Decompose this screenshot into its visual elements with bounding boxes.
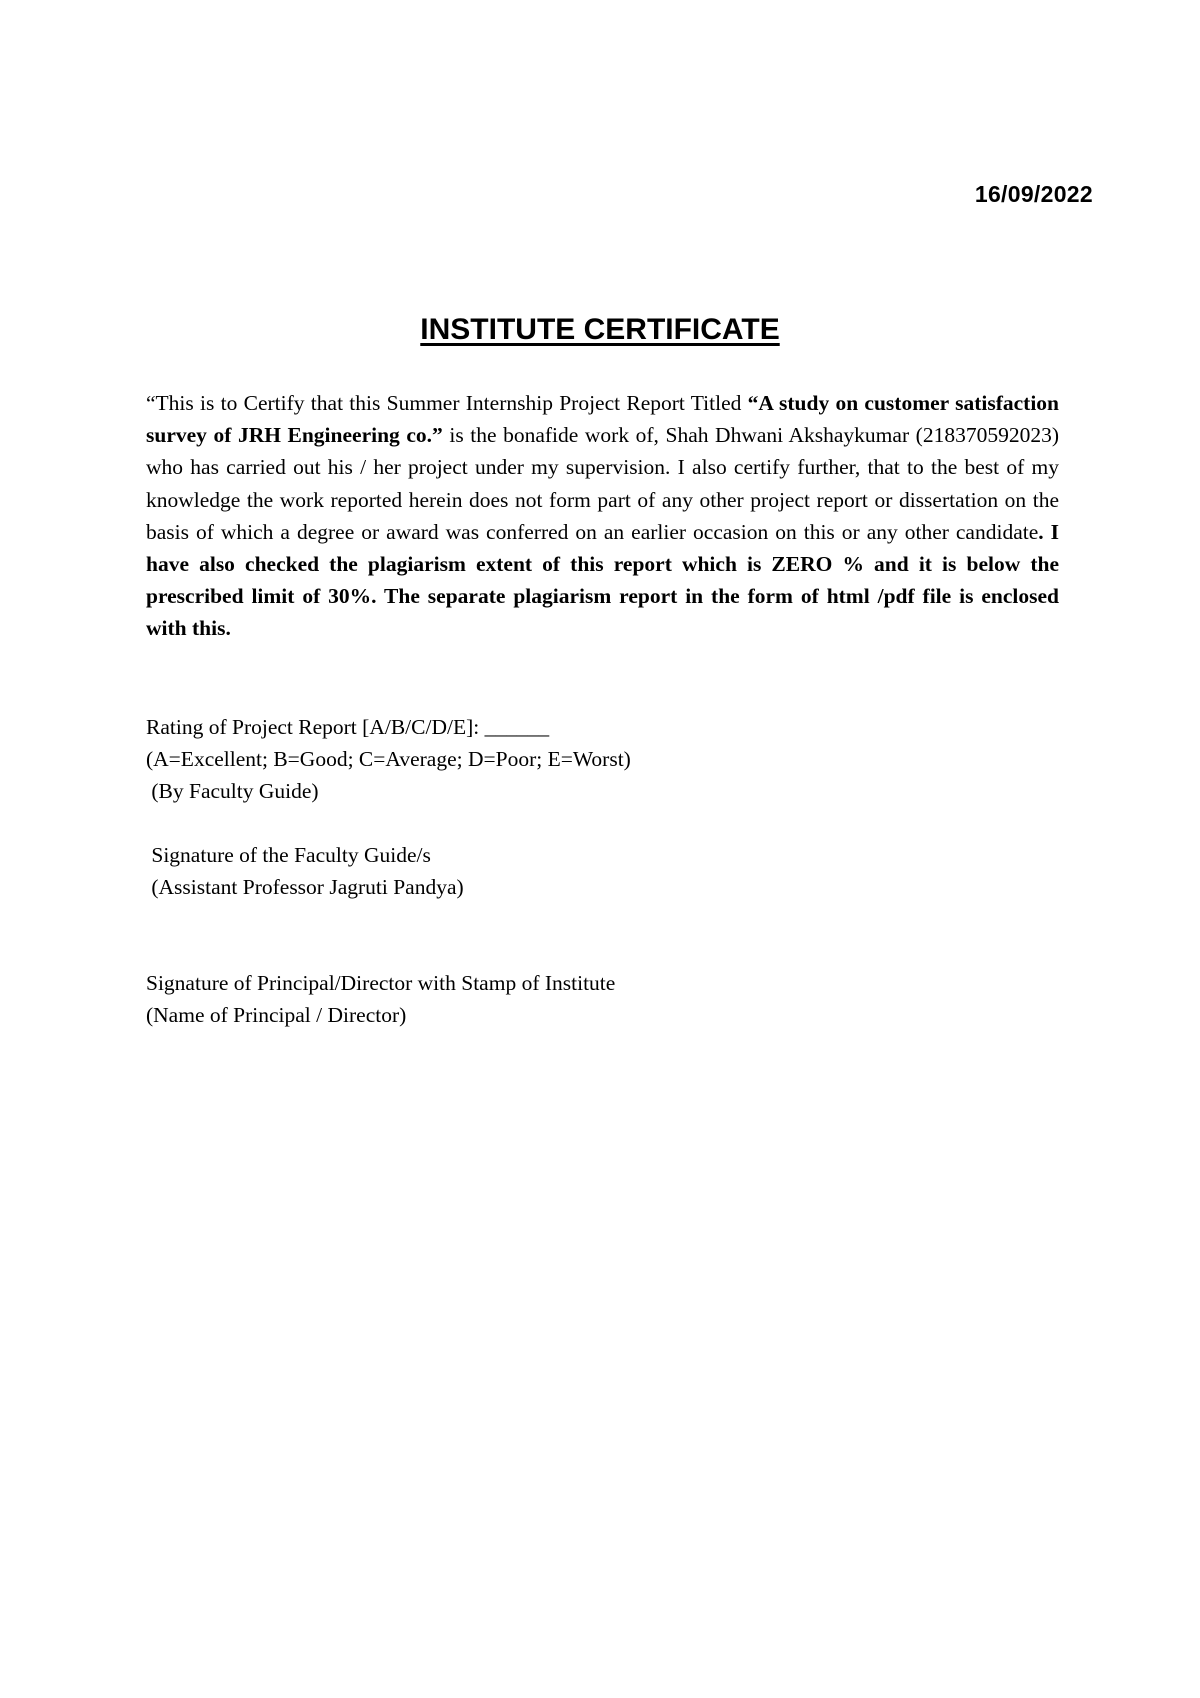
document-date: 16/09/2022 — [974, 181, 1093, 207]
principal-section — [146, 967, 615, 1031]
certificate-body — [146, 387, 1059, 645]
faculty-guide-name: (Assistant Professor Jagruti Pandya) — [146, 875, 464, 900]
certificate-title: INSTITUTE CERTIFICATE — [420, 313, 780, 346]
body-main: is the bonafide work of, Shah Dhwani Akshaykumar (218370592023) who has carried out his / her project under my supervision. I also certify further, that to the best of my knowledge the work reported herein does not form part of any other project report or dissertation on the basis of which a degree or award was conferred on an earlier occasion on this or any other candidate — [146, 423, 1059, 544]
faculty-guide-section — [146, 839, 464, 903]
rating-scale: (A=Excellent; B=Good; C=Average; D=Poor; E=Worst) — [146, 747, 631, 772]
rating-by: (By Faculty Guide) — [146, 779, 319, 804]
principal-signature-label: Signature of Principal/Director with Stamp of Institute — [146, 971, 616, 995]
plagiarism-statement: . I have also checked the plagiarism extent of this report which is ZERO % and it is below the prescribed limit of 30%. The separate plagiarism report in the form of html /pdf file is enclosed with this. — [146, 519, 1059, 641]
faculty-signature-label: Signature of the Faculty Guide/s — [146, 843, 431, 867]
body-intro: “This is to Certify that this Summer Internship Project Report Titled — [146, 391, 748, 415]
principal-name: (Name of Principal / Director) — [146, 1003, 407, 1028]
rating-section — [146, 711, 631, 808]
project-title: “A study on customer satisfaction survey of JRH Engineering co.” — [146, 391, 1059, 448]
rating-label: Rating of Project Report [A/B/C/D/E]: ______ — [146, 715, 550, 739]
